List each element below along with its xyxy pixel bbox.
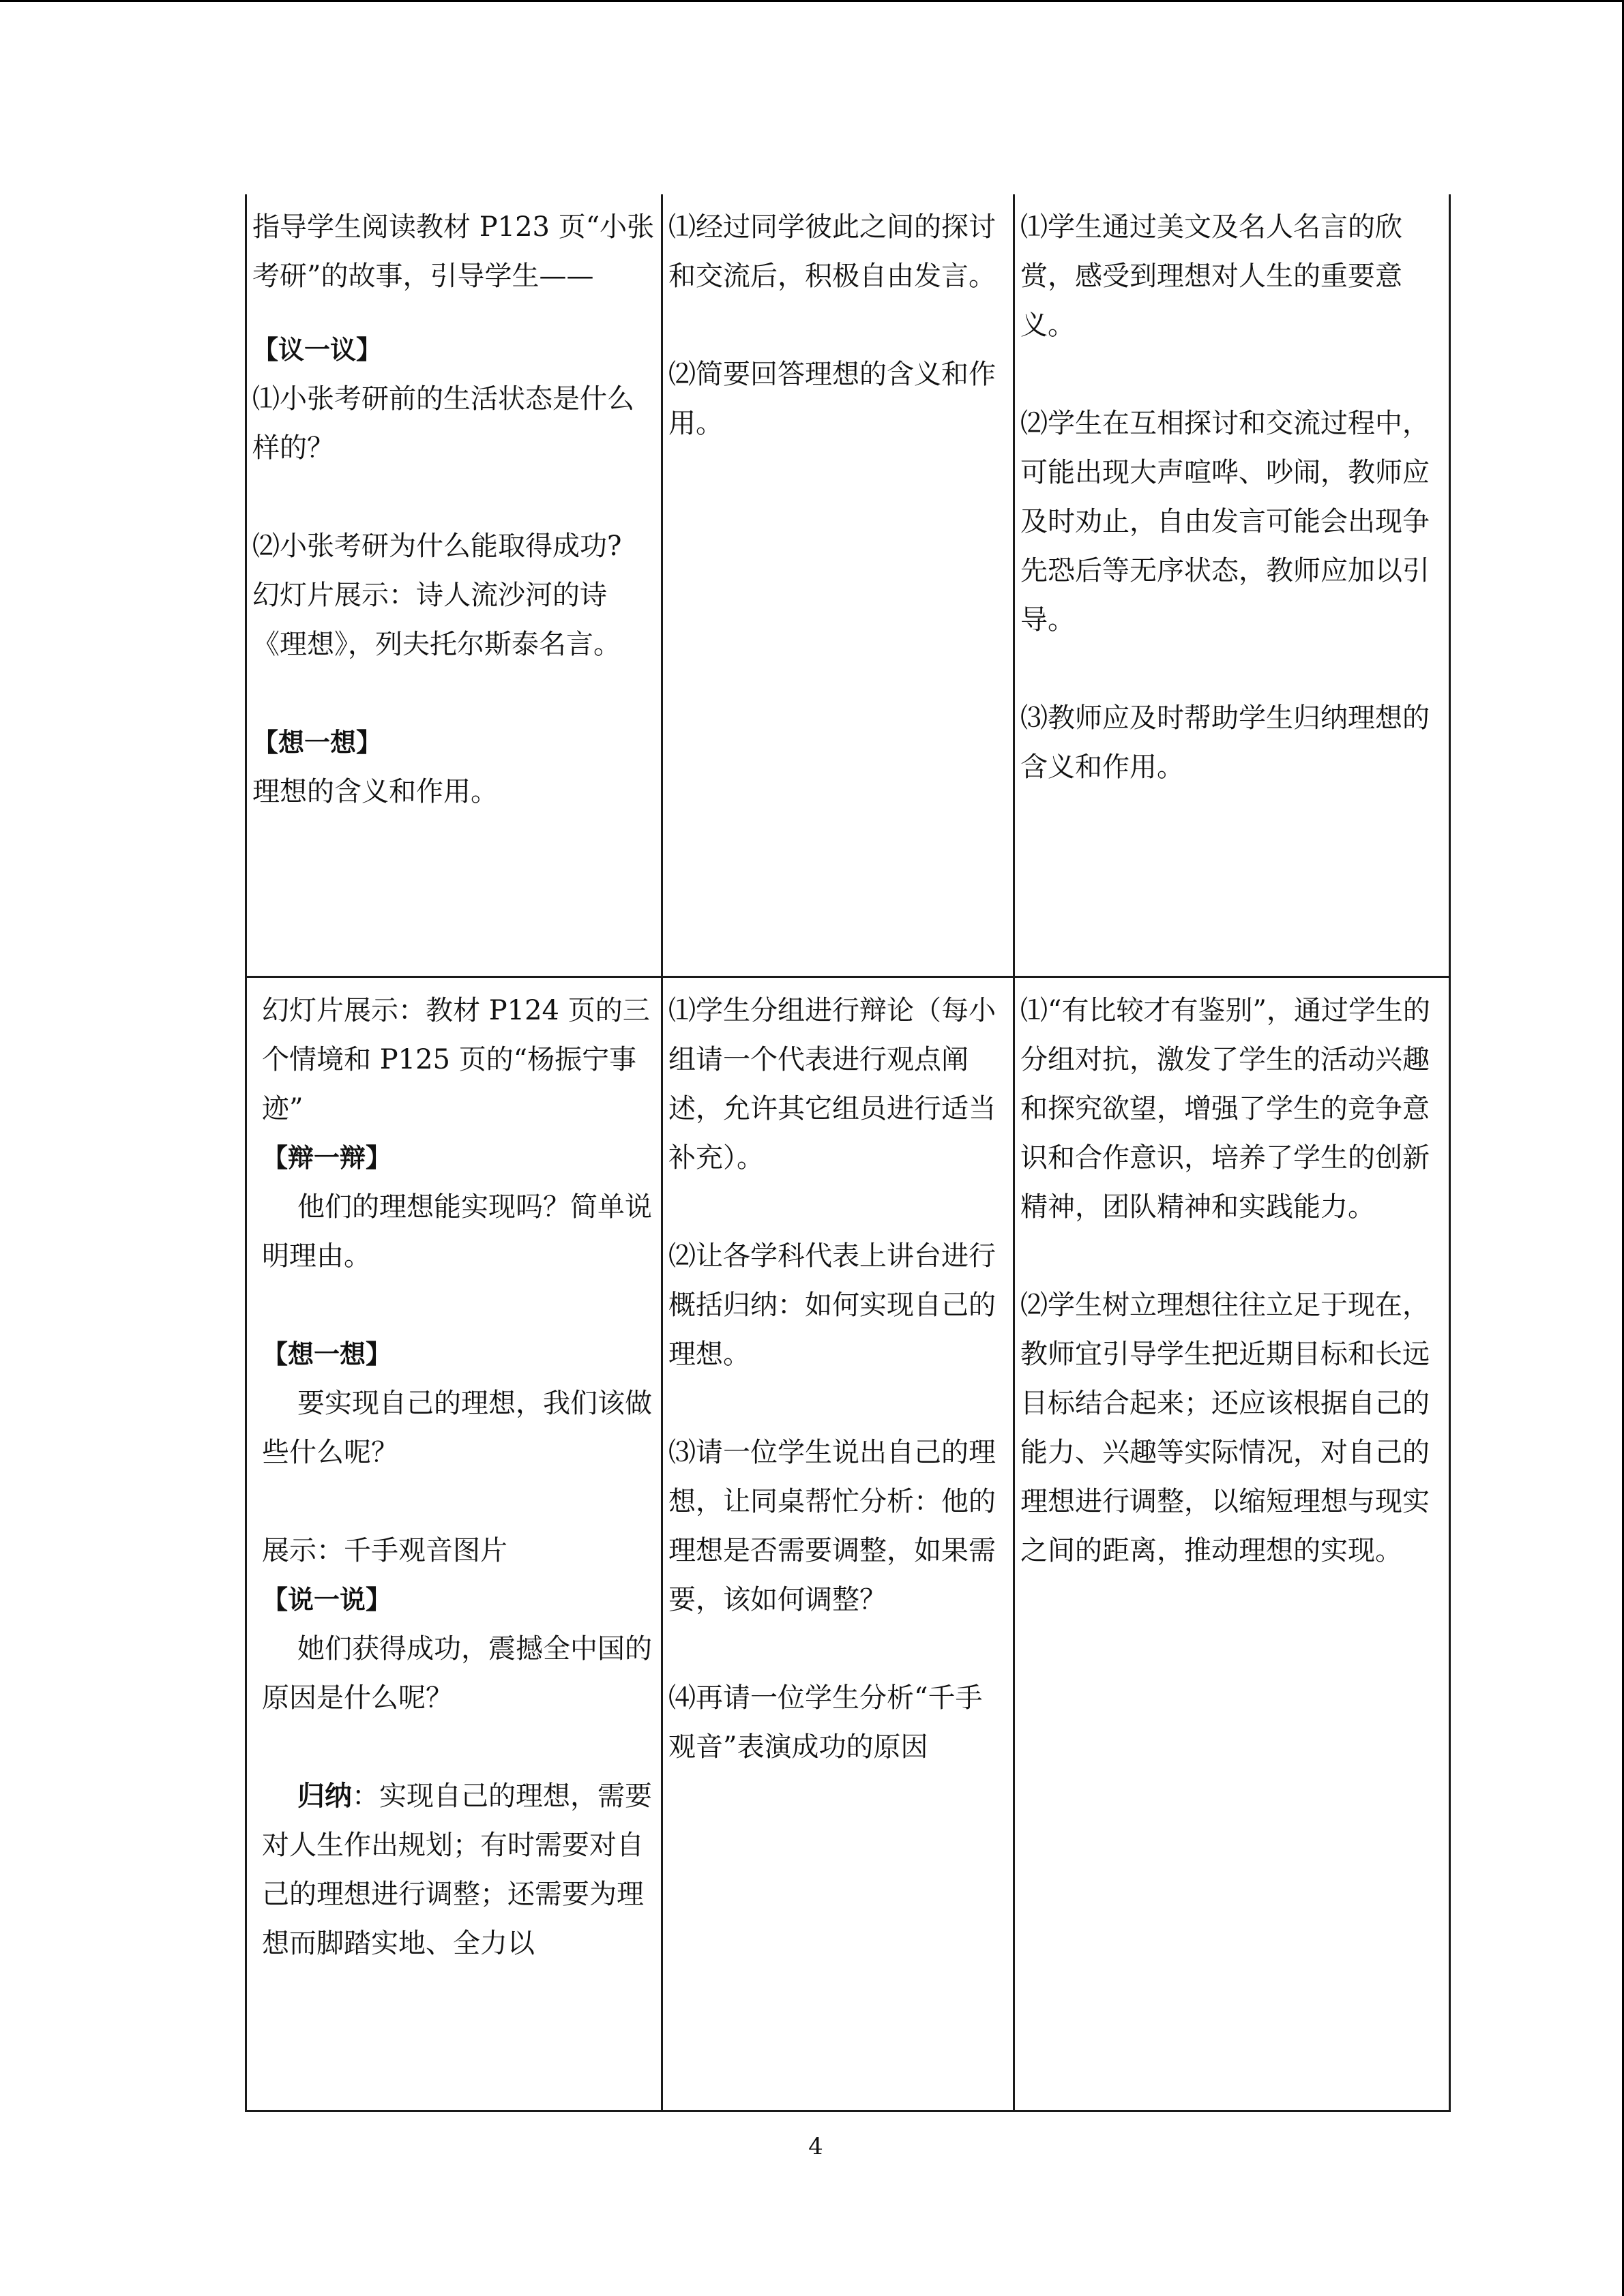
summary-paragraph [262, 1772, 655, 1968]
teacher-activity-cell [246, 977, 662, 2111]
summary-label: 归纳 [297, 1780, 352, 1812]
design-note-cell [1014, 194, 1450, 977]
cell-paragraph: 幻灯片展示：诗人流沙河的诗《理想》，列夫托尔斯泰名言。 [252, 580, 621, 660]
section-heading-think: 【想一想】 [262, 1339, 392, 1369]
section-heading-say: 【说一说】 [262, 1585, 392, 1615]
cell-paragraph: ⑵简要回答理想的含义和作用。 [668, 359, 996, 439]
cell-paragraph: 展示：千手观音图片 [262, 1535, 507, 1566]
cell-paragraph: ⑶请一位学生说出自己的理想，让同桌帮忙分析：他的理想是否需要调整，如果需要，该如何调整？ [668, 1437, 996, 1615]
cell-paragraph: ⑷再请一位学生分析“千手观音”表演成功的原因 [668, 1682, 983, 1763]
cell-paragraph: ⑴经过同学彼此之间的探讨和交流后，积极自由发言。 [668, 211, 996, 292]
summary-text: ：实现自己的理想，需要对人生作出规划；有时需要对自己的理想进行调整；还需要为理想而脚踏实地、全力以 [262, 1780, 652, 1959]
cell-paragraph: ⑴学生通过美文及名人名言的欣赏，感受到理想对人生的重要意义。 [1020, 211, 1402, 341]
cell-paragraph: ⑶教师应及时帮助学生归纳理想的含义和作用。 [1020, 702, 1430, 783]
page-number: 4 [808, 2133, 823, 2160]
section-heading-debate: 【辩一辩】 [262, 1143, 392, 1173]
teacher-activity-cell [246, 194, 662, 977]
cell-paragraph: ⑴学生分组进行辩论（每小组请一个代表进行观点阐述，允许其它组员进行适当补充）。 [668, 995, 996, 1174]
cell-paragraph: ⑵小张考研为什么能取得成功? [252, 531, 622, 562]
lesson-plan-table [245, 194, 1451, 2112]
page-top-border [0, 0, 1624, 2]
design-note-cell [1014, 977, 1450, 2111]
cell-paragraph: 指导学生阅读教材 P123 页“小张考研”的故事，引导学生—— [252, 211, 655, 292]
cell-paragraph: ⑵学生树立理想往往立足于现在，教师宜引导学生把近期目标和长远目标结合起来；还应该根据自己的能力、兴趣等实际情况，对自己的理想进行调整，以缩短理想与现实之间的距离，推动理想的实现。 [1020, 1289, 1430, 1566]
cell-paragraph: ⑴小张考研前的生活状态是什么样的？ [252, 383, 634, 464]
cell-paragraph: ⑴“有比较才有鉴别”，通过学生的分组对抗，激发了学生的活动兴趣和探究欲望，增强了学生的竞争意识和合作意识，培养了学生的创新精神，团队精神和实践能力。 [1020, 995, 1430, 1223]
section-heading-discuss: 【议一议】 [252, 335, 383, 365]
table-row [246, 194, 1450, 977]
cell-paragraph: 要实现自己的理想，我们该做些什么呢？ [262, 1388, 652, 1468]
section-heading-think: 【想一想】 [252, 728, 383, 758]
table-row [246, 977, 1450, 2111]
cell-paragraph: 他们的理想能实现吗？简单说明理由。 [262, 1191, 652, 1272]
cell-paragraph: 她们获得成功，震撼全中国的原因是什么呢？ [262, 1633, 652, 1714]
student-activity-cell [662, 194, 1014, 977]
student-activity-cell [662, 977, 1014, 2111]
cell-paragraph: 幻灯片展示：教材 P124 页的三个情境和 P125 页的“杨振宁事迹” [262, 995, 650, 1124]
cell-paragraph: ⑵让各学科代表上讲台进行概括归纳：如何实现自己的理想。 [668, 1240, 996, 1370]
cell-paragraph: ⑵学生在互相探讨和交流过程中，可能出现大声喧哗、吵闹，教师应及时劝止，自由发言可能会出现争先恐后等无序状态，教师应加以引导。 [1020, 408, 1430, 636]
cell-paragraph: 理想的含义和作用。 [252, 776, 498, 807]
